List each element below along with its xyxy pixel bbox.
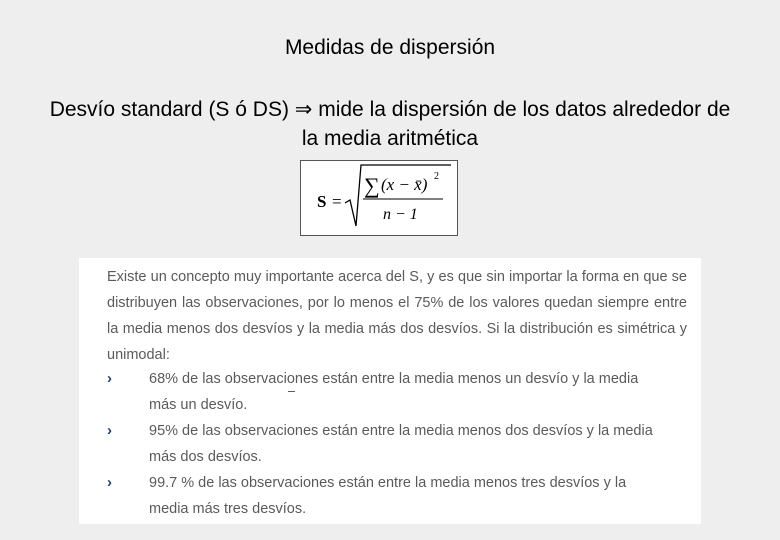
formula-equals: = [332, 192, 342, 211]
formula-lhs: S [317, 192, 327, 211]
chevron-right-icon: › [107, 370, 112, 387]
standard-deviation-formula [300, 160, 458, 236]
formula-graphic [301, 161, 457, 235]
numerator-exponent: 2 [434, 171, 439, 182]
stray-mark [288, 391, 295, 392]
numerator-expr: (x − x̄) [381, 175, 428, 194]
slide-title: Medidas de dispersión [284, 36, 496, 59]
sum-symbol: ∑ [364, 173, 380, 198]
bullet-text: 99.7 % de las observaciones están entre la media menos tres desvíos y la media más tres desvíos. [149, 475, 627, 517]
bullet-text: 95% de las observaciones están entre la media menos dos desvíos y la media más dos desvíos. [149, 423, 653, 465]
slide-subtitle: Desvío standard (S ó DS) ⇒ mide la dispersión de los datos alrededor de la media aritmética [49, 98, 731, 150]
text-excerpt [79, 258, 701, 524]
excerpt-paragraph: Existe un concepto muy importante acerca del S, y es que sin importar la forma en que se distribuyen las observaciones, por lo menos el 75% de los valores quedan siempre entre la media menos dos desvíos y la media más dos desvíos. Si la distribución es simétrica y unimodal: [107, 269, 687, 363]
chevron-right-icon: › [107, 474, 112, 491]
denominator: n − 1 [383, 206, 418, 223]
chevron-right-icon: › [107, 422, 112, 439]
bullet-text: 68% de las observaciones están entre la media menos un desvío y la media más un desvío. [149, 371, 639, 413]
